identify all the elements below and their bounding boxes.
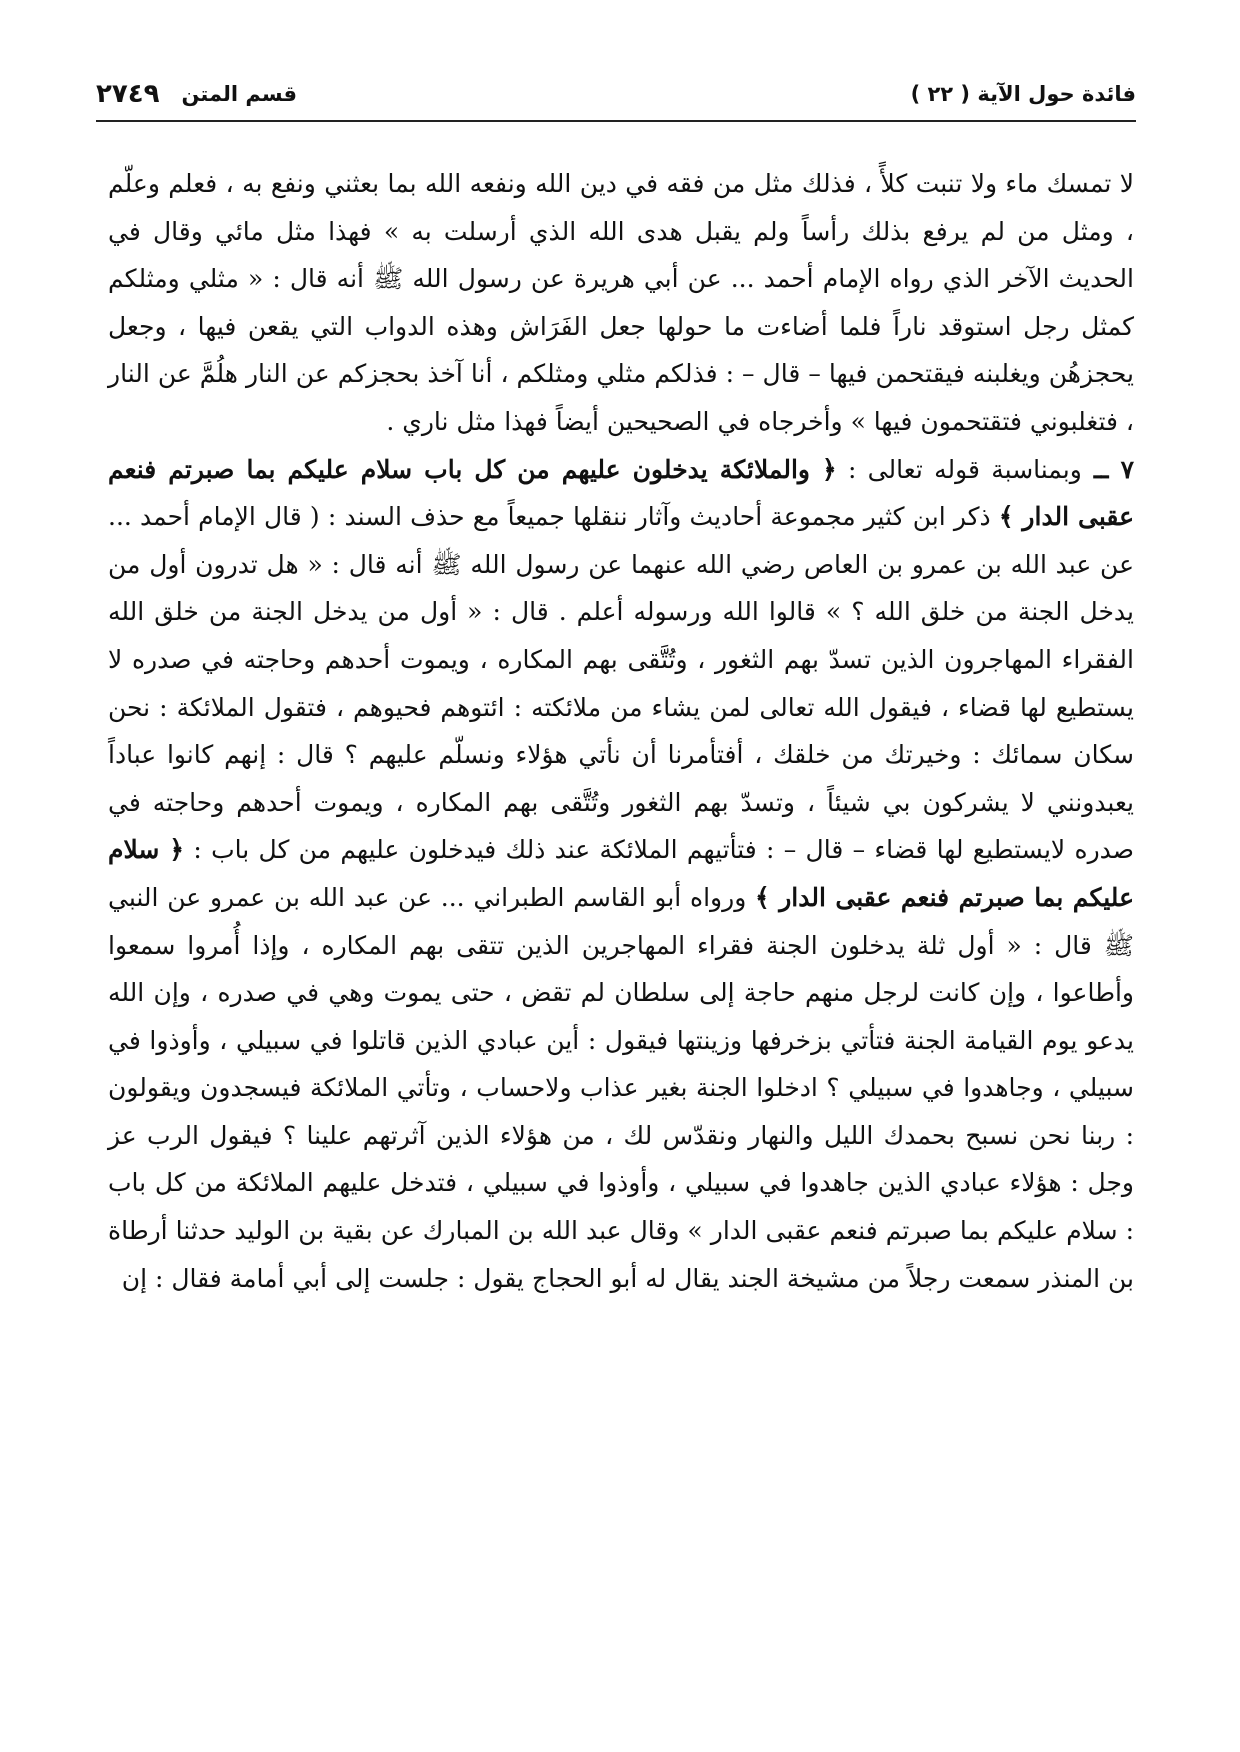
paragraph-1: لا تمسك ماء ولا تنبت كلأً ، فذلك مثل من فقه في دين الله ونفعه الله بما بعثني ونفع به ، فعلم وعلّم ، ومثل من لم يرفع بذلك رأساً ولم يقبل هدى الله الذي أرسلت به » فهذا مثل مائي وقال في الحديث الآخر الذي رواه الإمام أحمد ... عن أبي هريرة عن رسول الله ﷺ أنه قال : « مثلي ومثلكم كمثل رجل استوقد ناراً فلما أضاءت ما حولها جعل الفَرَاش وهذه الدواب التي يقعن فيها ، وجعل يحجزهُن ويغلبنه فيقتحمن فيها – قال – : فذلكم مثلي ومثلكم ، أنا آخذ بحجزكم عن النار هلُمَّ عن النار ، فتغلبوني فتقتحمون فيها » وأخرجاه في الصحيحين أيضاً فهذا مثل ناري . [108, 169, 1134, 436]
quran-verse-second: ﴿ سلام عليكم بما صبرتم فنعم عقبى الدار ﴾ [108, 835, 1134, 912]
section-name: قسم المتن [181, 82, 298, 106]
chapter-title: فائدة حول الآية ( ٢٢ ) [910, 82, 1136, 106]
header-left-group [96, 79, 297, 109]
header-rule [96, 120, 1136, 122]
page-number: ٢٧٤٩ [96, 79, 160, 109]
section-intro: وبمناسبة قوله تعالى : [836, 454, 1082, 484]
body-text [108, 160, 1134, 1302]
paragraph-2-end: ورواه أبو القاسم الطبراني ... عن عبد الله بن عمرو عن النبي ﷺ قال : « أول ثلة يدخلون الجنة فقراء المهاجرين الذين تتقى بهم المكاره ، وإذا أُمروا سمعوا وأطاعوا ، وإن كانت لرجل منهم حاجة إلى سلطان لم تقض ، حتى يموت وهي في صدره ، وإن الله يدعو يوم القيامة الجنة فتأتي بزخرفها وزينتها فيقول : أين عبادي الذين قاتلوا في سبيلي ، وأوذوا في سبيلي ، وجاهدوا في سبيلي ؟ ادخلوا الجنة بغير عذاب ولاحساب ، وتأتي الملائكة فيسجدون ويقولون : ربنا نحن نسبح بحمدك الليل والنهار ونقدّس لك ، من هؤلاء الذين آثرتهم علينا ؟ فيقول الرب عز وجل : هؤلاء عبادي الذين جاهدوا في سبيلي ، وأوذوا في سبيلي ، فتدخل عليهم الملائكة من كل باب : سلام عليكم بما صبرتم فنعم عقبى الدار » وقال عبد الله بن المبارك عن بقية بن الوليد حدثنا أرطاة بن المنذر سمعت رجلاً من مشيخة الجند يقال له أبو الحجاج يقول : جلست إلى أبي أمامة فقال : إن [108, 882, 1134, 1293]
paragraph-2-text: ذكر ابن كثير مجموعة أحاديث وآثار ننقلها جميعاً مع حذف السند : ( قال الإمام أحمد ... عن عبد الله بن عمرو بن العاص رضي الله عنهما عن رسول الله ﷺ أنه قال : « هل تدرون أول من يدخل الجنة من خلق الله ؟ » قالوا الله ورسوله أعلم . قال : « أول من يدخل الجنة من خلق الله الفقراء المهاجرون الذين تسدّ بهم الثغور ، وتُتَّقى بهم المكاره ، ويموت أحدهم وحاجته في صدره لا يستطيع لها قضاء ، فيقول الله تعالى لمن يشاء من ملائكته : ائتوهم فحيوهم ، فتقول الملائكة : نحن سكان سمائك : وخيرتك من خلقك ، أفتأمرنا أن نأتي هؤلاء ونسلّم عليهم ؟ قال : إنهم كانوا عباداً يعبدونني لا يشركون بي شيئاً ، وتسدّ بهم الثغور وتُتَّقى بهم المكاره ، ويموت أحدهم وحاجته في صدره لايستطيع لها قضاء – قال – : فتأتيهم الملائكة عند ذلك فيدخلون عليهم من كل باب : [108, 502, 1134, 865]
running-header [96, 74, 1136, 114]
quran-verse-main: ﴿ والملائكة يدخلون عليهم من كل باب سلام عليكم بما صبرتم فنعم عقبى الدار ﴾ [108, 454, 1134, 532]
paragraph-2 [108, 446, 1134, 1303]
section-number: ٧ ــ [1081, 454, 1134, 484]
